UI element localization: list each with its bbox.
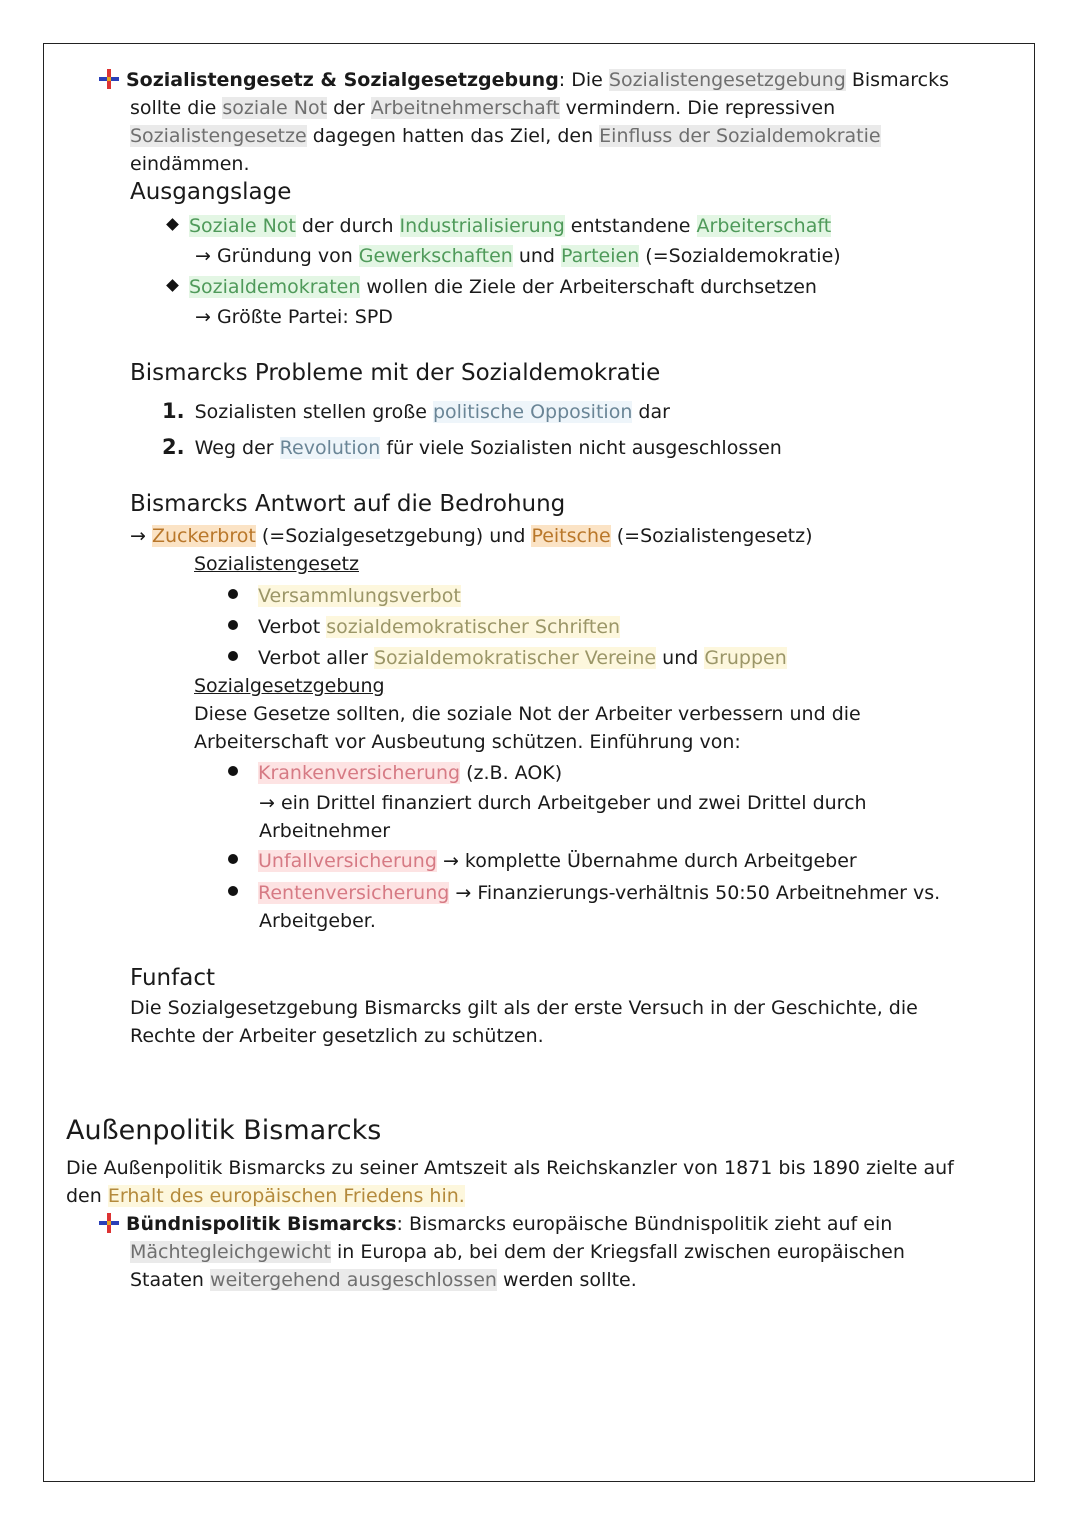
bullet-2: Sozialdemokraten wollen die Ziele der Arbeiterschaft durchsetzen [168,273,817,301]
intro-line-1: Sozialistengesetz & Sozialgesetzgebung: Die Sozialistengesetzgebung Bismarcks [98,66,949,94]
plus-cross-icon [98,68,120,90]
aussen-line-2: den Erhalt des europäischen Friedens hin. [66,1185,465,1207]
antwort-line: → Zuckerbrot (=Sozialgesetzgebung) und Peitsche (=Sozialistengesetz) [130,525,813,547]
bullet-1: Soziale Not der durch Industrialisierung entstandene Arbeiterschaft [168,212,831,240]
sg-item-2: Verbot sozialdemokratischer Schriften [228,613,620,641]
sz-item-1-sub-2: Arbeitnehmer [259,820,391,842]
funfact-line-2: Rechte der Arbeiter gesetzlich zu schützen. [130,1025,544,1047]
heading-funfact: Funfact [130,965,215,991]
sg-item-1: Versammlungsverbot [228,582,461,610]
buendnis-line-2: Mächtegleichgewicht in Europa ab, bei dem der Kriegsfall zwischen europäischen [130,1241,905,1263]
diamond-bullet-icon [166,279,179,292]
sz-item-3: Rentenversicherung → Finanzierungs-verhältnis 50:50 Arbeitnehmer vs. [228,879,940,907]
intro-line-2: sollte die soziale Not der Arbeitnehmerschaft vermindern. Die repressiven [130,97,836,119]
sz-item-1: Krankenversicherung (z.B. AOK) [228,759,562,787]
buendnis-line-3: Staaten weitergehend ausgeschlossen werden sollte. [130,1269,637,1291]
sz-text-2: Arbeiterschaft vor Ausbeutung schützen. Einführung von: [194,731,741,753]
bullet-1-sub: → Gründung von Gewerkschaften und Parteien (=Sozialdemokratie) [195,245,841,267]
heading-aussenpolitik: Außenpolitik Bismarcks [66,1115,382,1146]
sg-item-3: Verbot aller Sozialdemokratischer Vereine und Gruppen [228,644,787,672]
problem-1: 1. Sozialisten stellen große politische Opposition dar [162,399,670,423]
problem-2: 2. Weg der Revolution für viele Sozialisten nicht ausgeschlossen [162,435,782,459]
diamond-bullet-icon [166,218,179,231]
bullet-2-sub: → Größte Partei: SPD [195,306,393,328]
subheading-sozialistengesetz: Sozialistengesetz [194,553,359,575]
plus-cross-icon [98,1212,120,1234]
aussen-line-1: Die Außenpolitik Bismarcks zu seiner Amtszeit als Reichskanzler von 1871 bis 1890 zielte auf [66,1157,954,1179]
funfact-line-1: Die Sozialgesetzgebung Bismarcks gilt als der erste Versuch in der Geschichte, die [130,997,918,1019]
buendnis-line-1: Bündnispolitik Bismarcks: Bismarcks europäische Bündnispolitik zieht auf ein [98,1210,892,1238]
intro-title: Sozialistengesetz & Sozialgesetzgebung [126,69,559,91]
heading-probleme: Bismarcks Probleme mit der Sozialdemokratie [130,360,661,386]
intro-line-4: eindämmen. [130,153,250,175]
intro-line-3: Sozialistengesetze dagegen hatten das Ziel, den Einfluss der Sozialdemokratie [130,125,881,147]
sz-item-2: Unfallversicherung → komplette Übernahme durch Arbeitgeber [228,847,857,875]
sz-item-3-sub: Arbeitgeber. [259,910,376,932]
heading-antwort: Bismarcks Antwort auf die Bedrohung [130,491,566,517]
heading-ausgangslage: Ausgangslage [130,179,292,205]
subheading-sozialgesetzgebung: Sozialgesetzgebung [194,675,385,697]
sz-text-1: Diese Gesetze sollten, die soziale Not der Arbeiter verbessern und die [194,703,861,725]
sz-item-1-sub-1: → ein Drittel finanziert durch Arbeitgeber und zwei Drittel durch [259,792,867,814]
